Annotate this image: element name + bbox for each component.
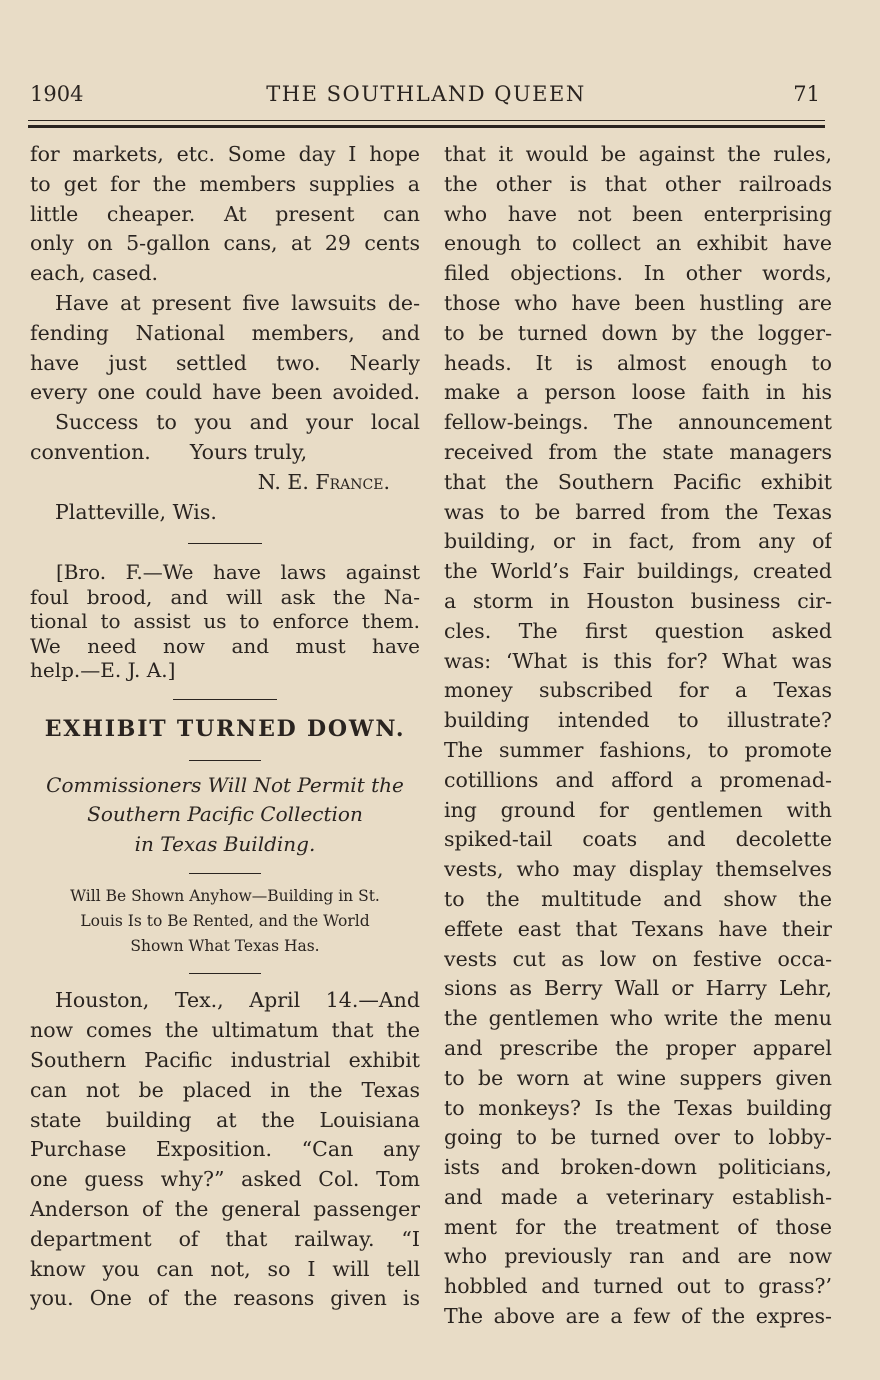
text-line: vests, who may display themselves [444, 857, 832, 882]
header-rule-thick [28, 125, 825, 128]
text-line: The above are a few of the expres- [444, 1304, 832, 1329]
header-page-number: 71 [793, 82, 820, 106]
text-line: cotillions and afford a promenad- [444, 767, 832, 792]
text-line: spiked-tail coats and decolette [444, 827, 832, 852]
text-line: ment for the treatment of those [444, 1214, 832, 1239]
text-line: who have not been enterprising [444, 201, 832, 226]
section-divider [173, 699, 277, 700]
editor-note [30, 560, 420, 683]
text-line: Success to you and your local [55, 410, 420, 435]
subhead-line: Commissioners Will Not Permit the [46, 772, 404, 797]
text-line: Have at present five lawsuits de- [55, 290, 420, 315]
text-line: know you can not, so I will tell [30, 1256, 420, 1281]
text-line: enough to collect an exhibit have [444, 231, 832, 256]
deck-line: Will Be Shown Anyhow—Building in St. [70, 887, 380, 906]
header-title: THE SOUTHLAND QUEEN [266, 82, 586, 106]
header-rule-thin [28, 120, 825, 121]
text-line: Southern Pacific industrial exhibit [30, 1047, 420, 1072]
letter-text [30, 140, 420, 527]
text-line: those who have been hustling are [444, 290, 832, 315]
right-column [444, 140, 832, 1332]
text-line: for markets, etc. Some day I hope [30, 142, 420, 166]
text-line: make a person loose faith in his [444, 380, 832, 405]
text-line: now comes the ultimatum that the [30, 1018, 420, 1043]
text-line: ing ground for gentlemen with [444, 797, 832, 822]
left-column [30, 140, 420, 1314]
section-divider [189, 760, 261, 761]
text-line: cles. The first question asked [444, 618, 832, 643]
text-line: vests cut as low on festive occa- [444, 946, 832, 971]
text-line: Anderson of the general passenger [30, 1196, 420, 1221]
text-line: fellow-beings. The announcement [444, 410, 832, 435]
section-divider [189, 873, 261, 874]
section-divider [189, 973, 261, 974]
text-line: little cheaper. At present can [30, 201, 420, 226]
running-header [28, 82, 824, 112]
text-line: who previously ran and are now [444, 1244, 832, 1269]
text-line: department of that railway. “I [30, 1226, 420, 1251]
text-line: building, or in fact, from any of [444, 529, 832, 554]
text-line: to the multitude and show the [444, 886, 832, 911]
subhead-line: in Texas Building. [134, 831, 316, 856]
text-line: the gentlemen who write the menu [444, 1006, 832, 1031]
text-line: to be worn at wine suppers given [444, 1065, 832, 1090]
text-line: that it would be against the rules, [444, 142, 832, 166]
text-line: a storm in Houston business cir- [444, 588, 832, 613]
text-line: fending National members, and [30, 320, 420, 345]
note-line: [Bro. F.—We have laws against [56, 560, 420, 585]
text-line: state building at the Louisiana [30, 1107, 420, 1132]
note-line: tional to assist us to enforce them. [30, 609, 420, 634]
deck-line: Shown What Texas Has. [130, 937, 320, 956]
signature: N. E. France. [257, 469, 390, 494]
text-line: building intended to illustrate? [444, 708, 832, 733]
text-line: only on 5-gallon cans, at 29 cents [30, 231, 420, 256]
text-line: convention. Yours truly, [30, 439, 308, 464]
note-line: foul brood, and will ask the Na- [30, 584, 420, 609]
text-line: have just settled two. Nearly [30, 350, 420, 375]
text-line: filed objections. In other words, [444, 261, 832, 286]
text-line: and prescribe the proper apparel [444, 1035, 832, 1060]
text-line: to get for the members supplies a [30, 171, 420, 196]
article-headline: EXHIBIT TURNED DOWN. [44, 715, 406, 742]
text-line: the World’s Fair buildings, created [444, 559, 832, 584]
text-line: one guess why?” asked Col. Tom [30, 1167, 420, 1192]
text-line: the other is that other railroads [444, 171, 832, 196]
header-year: 1904 [30, 82, 84, 106]
text-line: Houston, Tex., April 14.—And [55, 988, 420, 1013]
text-line: to monkeys? Is the Texas building [444, 1095, 832, 1120]
text-line: each, cased. [30, 261, 159, 286]
text-line: was to be barred from the Texas [444, 499, 832, 524]
article-subhead [30, 771, 420, 860]
text-line: going to be turned over to lobby- [444, 1125, 832, 1150]
text-line: and made a veterinary establish- [444, 1184, 832, 1209]
text-line: effete east that Texans have their [444, 916, 832, 941]
text-line: was: ‘What is this for? What was [444, 648, 832, 673]
text-line: hobbled and turned out to grass?’ [444, 1274, 832, 1299]
subhead-line: Southern Pacific Collection [87, 802, 363, 827]
text-line: The summer fashions, to promote [444, 737, 832, 762]
text-line: received from the state managers [444, 439, 832, 464]
text-line: heads. It is almost enough to [444, 350, 832, 375]
note-line: We need now and must have [30, 633, 420, 658]
text-line: can not be placed in the Texas [30, 1077, 420, 1102]
note-line: help.—E. J. A.] [30, 658, 176, 683]
text-line: ists and broken-down politicians, [444, 1155, 832, 1180]
article-body-left [30, 986, 420, 1314]
section-divider [188, 543, 262, 544]
dateline-place: Platteville, Wis. [55, 499, 217, 524]
text-line: money subscribed for a Texas [444, 678, 832, 703]
text-line: you. One of the reasons given is [30, 1286, 420, 1311]
article-deck [30, 884, 420, 959]
deck-line: Louis Is to Be Rented, and the World [80, 912, 370, 931]
text-line: sions as Berry Wall or Harry Lehr, [444, 976, 832, 1001]
text-line: every one could have been avoided. [30, 380, 420, 405]
text-line: that the Southern Pacific exhibit [444, 469, 832, 494]
text-line: to be turned down by the logger- [444, 320, 832, 345]
text-line: Purchase Exposition. “Can any [30, 1137, 420, 1162]
